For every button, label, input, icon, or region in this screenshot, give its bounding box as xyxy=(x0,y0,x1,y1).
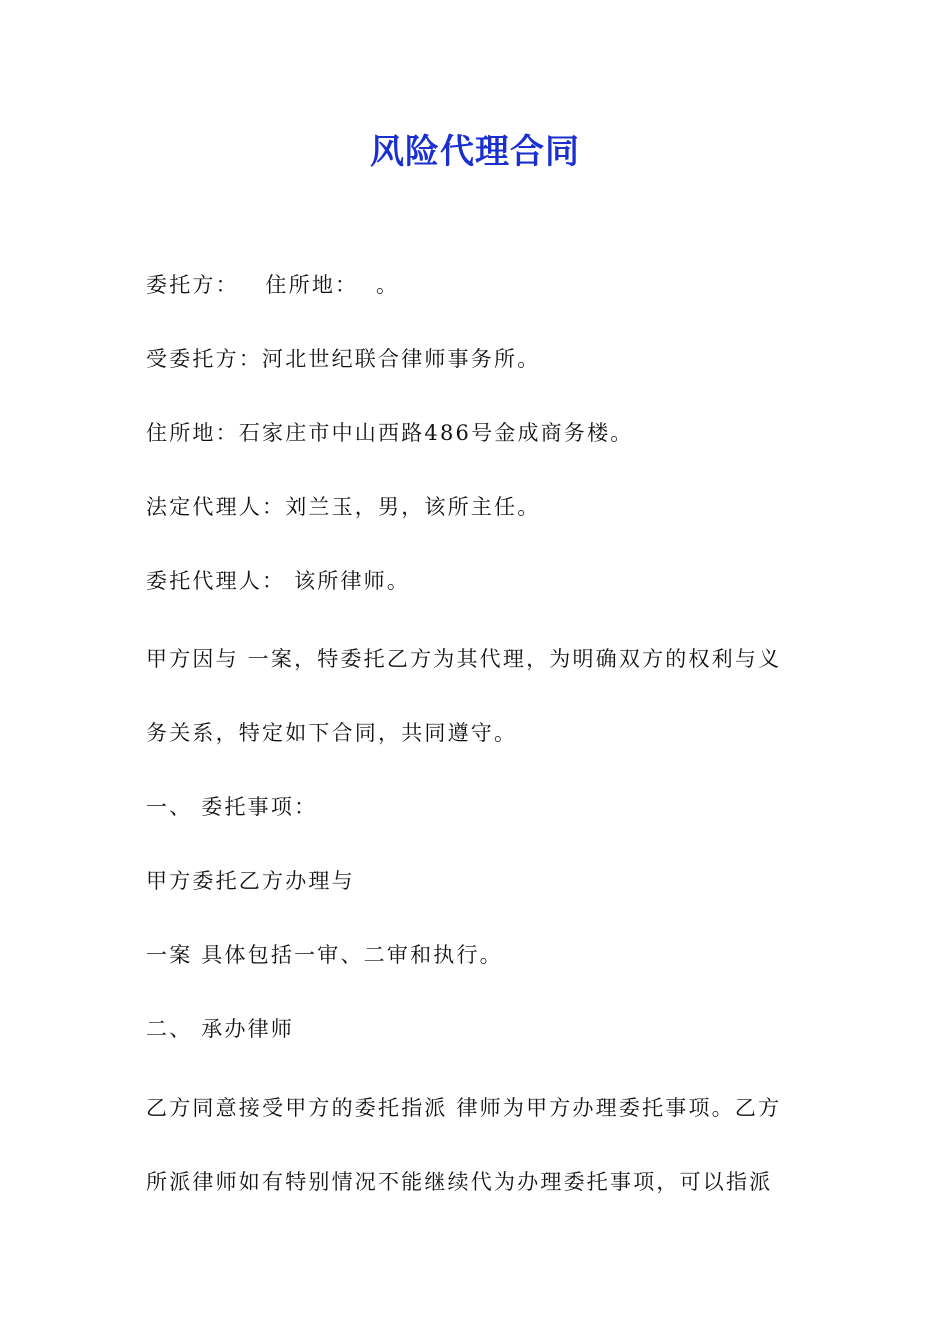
section-heading-1: 一、 委托事项： xyxy=(146,795,318,819)
authorized-agent-line: 委托代理人： 该所律师。 xyxy=(146,569,411,593)
document-title: 风险代理合同 xyxy=(370,132,580,172)
preamble-line-1: 甲方因与 一案，特委托乙方为其代理，为明确双方的权利与义 xyxy=(146,647,782,671)
address-line: 住所地：石家庄市中山西路486号金成商务楼。 xyxy=(146,421,634,445)
client-line: 委托方： 住所地： 。 xyxy=(146,273,400,297)
section-2-line-2: 所派律师如有特别情况不能继续代为办理委托事项，可以指派 xyxy=(146,1170,773,1194)
agent-line: 受委托方：河北世纪联合律师事务所。 xyxy=(146,347,541,371)
preamble-line-2: 务关系，特定如下合同，共同遵守。 xyxy=(146,721,518,745)
section-1-line-2: 一案 具体包括一审、二审和执行。 xyxy=(146,943,503,967)
legal-representative-line: 法定代理人：刘兰玉，男，该所主任。 xyxy=(146,495,541,519)
section-heading-2: 二、 承办律师 xyxy=(146,1017,295,1041)
section-1-line-1: 甲方委托乙方办理与 xyxy=(146,869,355,893)
section-2-line-1: 乙方同意接受甲方的委托指派 律师为甲方办理委托事项。乙方 xyxy=(146,1096,782,1120)
